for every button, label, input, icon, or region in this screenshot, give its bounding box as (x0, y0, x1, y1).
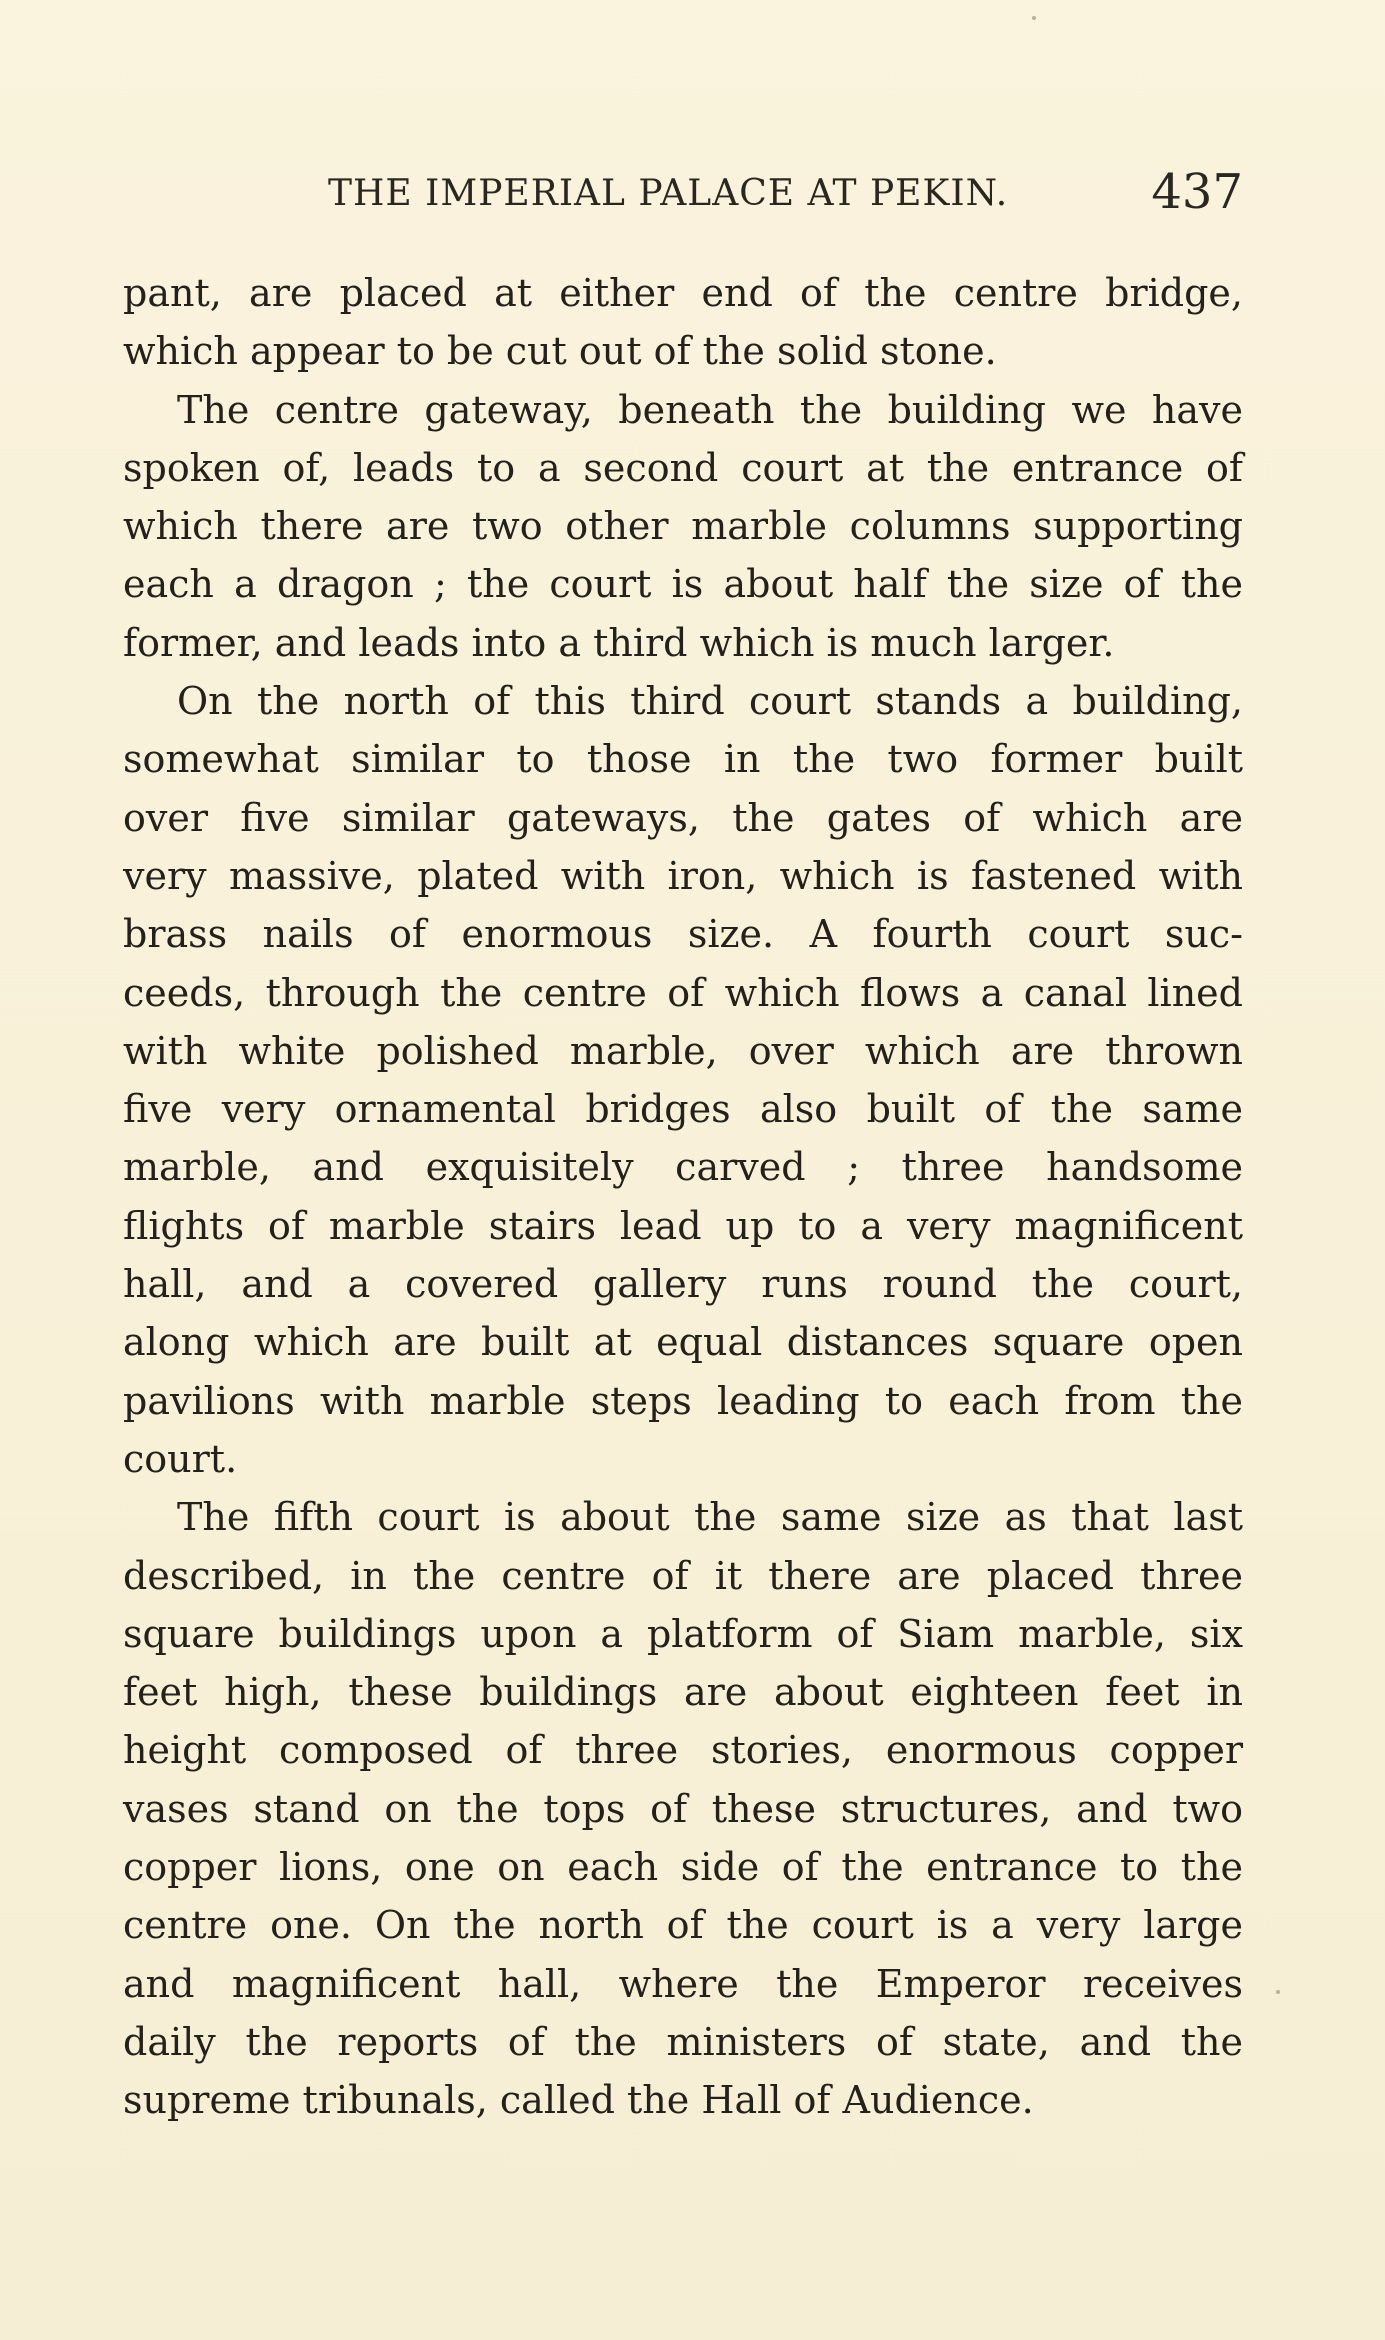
text-line: brass nails of enormous size. A fourth court suc- (123, 912, 1243, 957)
text-line: feet high, these buildings are about eighteen feet in (123, 1670, 1243, 1715)
text-line: which appear to be cut out of the solid stone. (123, 329, 997, 374)
text-line: somewhat similar to those in the two former built (123, 737, 1243, 782)
text-line: former, and leads into a third which is much larger. (123, 620, 1115, 665)
text-line: marble, and exquisitely carved ; three handsome (123, 1145, 1243, 1190)
text-line: along which are built at equal distances square open (123, 1320, 1243, 1365)
text-line: which there are two other marble columns supporting (123, 504, 1243, 549)
text-line: over five similar gateways, the gates of which are (123, 795, 1243, 840)
running-head: THE IMPERIAL PALACE AT PEKIN. (328, 173, 1009, 214)
text-line: spoken of, leads to a second court at the entrance of (123, 445, 1243, 490)
paragraph-start-line: The centre gateway, beneath the building we have (177, 387, 1243, 432)
text-line: flights of marble stairs lead up to a very magnificent (123, 1203, 1243, 1248)
text-line: court. (123, 1436, 238, 1481)
text-line: very massive, plated with iron, which is fastened with (123, 853, 1243, 898)
text-line: described, in the centre of it there are placed three (123, 1553, 1243, 1598)
text-line: vases stand on the tops of these structures, and two (123, 1786, 1243, 1831)
text-line: each a dragon ; the court is about half the size of the (123, 562, 1243, 607)
text-line: centre one. On the north of the court is a very large (123, 1903, 1243, 1948)
text-line: daily the reports of the ministers of state, and the (123, 2019, 1243, 2064)
paragraph-start-line: The fifth court is about the same size as that last (177, 1495, 1243, 1540)
text-line: and magnificent hall, where the Emperor receives (123, 1961, 1243, 2006)
paper-speck (1032, 16, 1036, 20)
body-text (123, 264, 1243, 2130)
text-line: height composed of three stories, enormous copper (123, 1728, 1243, 1773)
paragraph-start-line: On the north of this third court stands a building, (177, 679, 1243, 724)
text-line: hall, and a covered gallery runs round the court, (123, 1262, 1243, 1307)
text-line: copper lions, one on each side of the entrance to the (123, 1845, 1243, 1890)
text-line: ceeds, through the centre of which flows a canal lined (123, 970, 1243, 1015)
text-line: pavilions with marble steps leading to each from the (123, 1378, 1243, 1423)
text-line: pant, are placed at either end of the centre bridge, (123, 271, 1243, 315)
paper-speck (1276, 1990, 1280, 1994)
text-line: five very ornamental bridges also built of the same (123, 1087, 1243, 1132)
text-line: supreme tribunals, called the Hall of Audience. (123, 2078, 1034, 2123)
page-header (123, 164, 1243, 230)
text-line: square buildings upon a platform of Siam marble, six (123, 1611, 1243, 1656)
page-number: 437 (1151, 164, 1243, 220)
text-line: with white polished marble, over which are thrown (123, 1028, 1243, 1073)
